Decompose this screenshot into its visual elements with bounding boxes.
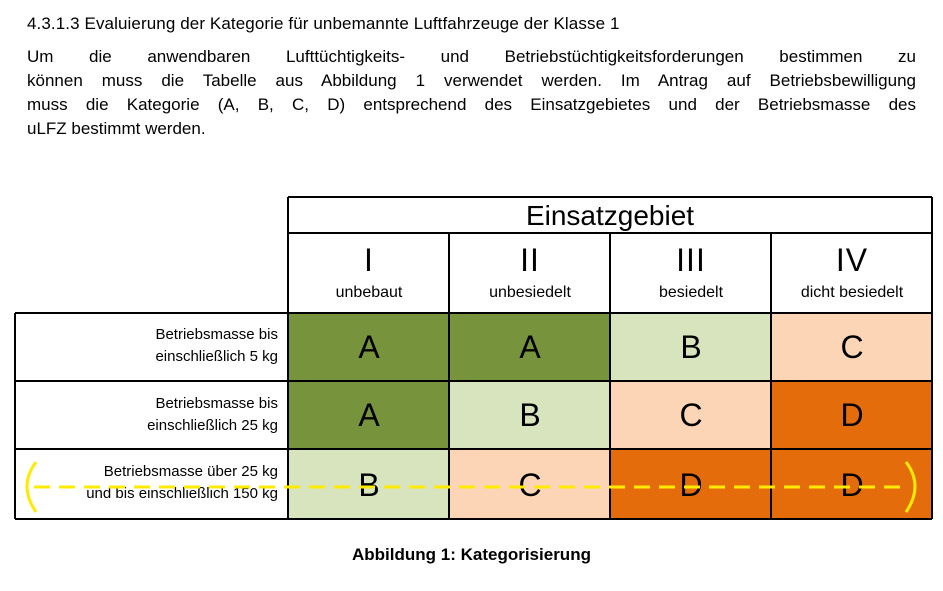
column-header-2 — [450, 234, 610, 313]
body-paragraph — [27, 45, 916, 141]
figure-caption: Abbildung 1: Kategorisierung — [352, 545, 591, 564]
category-cell: A — [450, 314, 610, 381]
column-header-4 — [772, 234, 932, 313]
column-header-1 — [289, 234, 449, 313]
paragraph-line: können muss die Tabelle aus Abbildung 1 verwendet werden. Im Antrag auf Betriebsbewilligung — [27, 71, 916, 90]
paragraph-line: uLFZ bestimmt werden. — [27, 119, 206, 138]
category-cell: C — [450, 450, 610, 518]
table-title: Einsatzgebiet — [525, 200, 695, 231]
row-label-line: Betriebsmasse bis — [155, 395, 278, 412]
category-cell: C — [772, 314, 932, 381]
category-cell: D — [772, 382, 932, 449]
category-cell: C — [611, 382, 771, 449]
section-heading: 4.3.1.3 Evaluierung der Kategorie für unbemannte Luftfahrzeuge der Klasse 1 — [27, 14, 620, 33]
column-label: besiedelt — [658, 284, 724, 301]
column-label: dicht besiedelt — [800, 284, 904, 301]
category-cell: A — [289, 382, 449, 449]
category-cell: A — [289, 314, 449, 381]
row-label-line: Betriebsmasse über 25 kg — [103, 463, 278, 480]
category-cell: D — [772, 450, 932, 518]
paragraph-line: muss die Kategorie (A, B, C, D) entsprechend des Einsatzgebietes und der Betriebsmasse des — [27, 95, 916, 114]
row-label-line: einschließlich 5 kg — [155, 348, 278, 365]
column-roman: I — [364, 242, 374, 278]
column-header-3 — [611, 234, 771, 313]
row-label-line: einschließlich 25 kg — [147, 417, 278, 434]
category-cell: B — [289, 450, 449, 518]
column-roman: III — [676, 242, 706, 278]
column-roman: IV — [835, 242, 869, 278]
row-label-1 — [16, 324, 288, 372]
row-label-3 — [16, 461, 288, 509]
column-roman: II — [520, 242, 540, 278]
paragraph-line: Um die anwendbaren Lufttüchtigkeits- und Betriebstüchtigkeitsforderungen bestimmen zu — [27, 47, 916, 66]
column-label: unbebaut — [335, 284, 403, 301]
row-label-line: Betriebsmasse bis — [155, 326, 278, 343]
column-label: unbesiedelt — [489, 284, 571, 301]
row-label-2 — [16, 393, 288, 441]
row-label-line: und bis einschließlich 150 kg — [86, 485, 278, 502]
category-cell: D — [611, 450, 771, 518]
category-cell: B — [611, 314, 771, 381]
category-cell: B — [450, 382, 610, 449]
